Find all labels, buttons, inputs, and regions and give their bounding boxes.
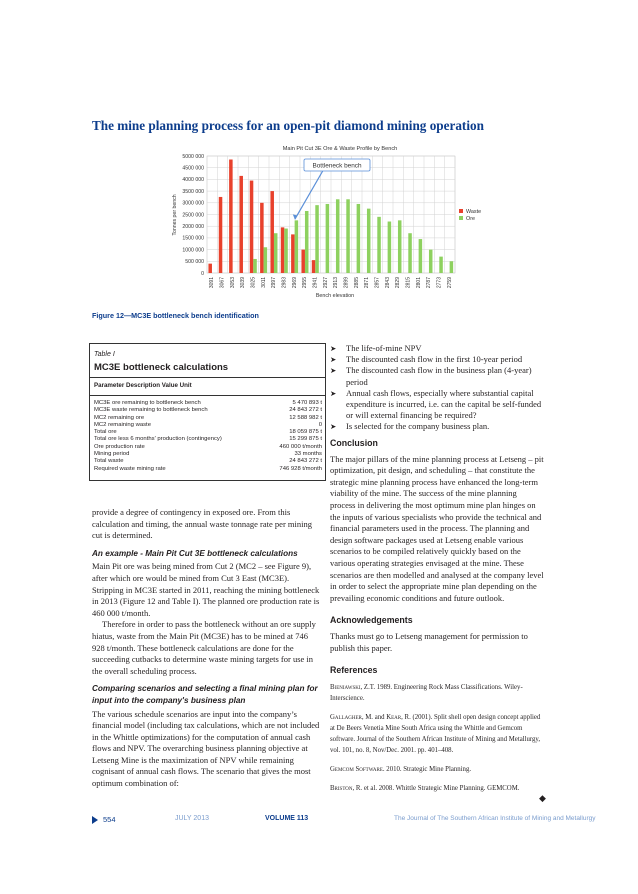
bar-waste — [239, 176, 243, 273]
x-tick-label: 2927 — [322, 277, 329, 289]
bar-waste — [301, 250, 305, 273]
figure-caption: Figure 12—MC3E bottleneck bench identification — [92, 311, 259, 320]
x-tick-label: 2815 — [405, 277, 412, 289]
page-number: 554 — [103, 815, 116, 824]
y-tick-label: 0 — [201, 270, 204, 277]
list-item: ➤ The life-of-mine NPV — [330, 343, 422, 353]
bar-ore — [357, 204, 361, 273]
end-of-article-icon: ◆ — [539, 794, 546, 804]
list-item: ➤ The discounted cash flow in the business plan (4-year) period — [330, 365, 532, 387]
callout-label: Bottleneck bench — [312, 162, 362, 170]
bar-waste — [281, 227, 285, 273]
y-tick-label: 3500 000 — [182, 188, 204, 195]
x-tick-label: 2913 — [333, 277, 340, 289]
table-row — [94, 400, 322, 407]
y-tick-label: 4000 000 — [182, 177, 204, 184]
table-row — [94, 458, 322, 465]
ore-waste-chart — [92, 140, 512, 308]
x-tick-label: 2969 — [291, 277, 298, 289]
paragraph: Main Pit ore was being mined from Cut 2 (MC2 – see Figure 9), after which ore would be mined from Cut 3 East (MC3E). Stripping in MC3E started in 2011, reaching the mining bottleneck in 2013 (Figure 12 and Table I). The planned ore production rate is 460 000 t/month. — [92, 561, 320, 618]
volume: VOLUME 113 — [265, 815, 309, 822]
bar-waste — [312, 260, 316, 273]
paragraph: Therefore in order to pass the bottleneck without an ore supply hiatus, waste from the Main Pit (MC3E) has to be mined at 746 928 t/month. These bottleneck calculations are done for the succeeding cutbacks to determine waste mining targets for use in the overall scheduling process. — [92, 619, 316, 676]
x-tick-label: 2899 — [343, 277, 350, 289]
list-item: ➤ Is selected for the company business plan. — [330, 421, 490, 432]
y-tick-label: 5000 000 — [182, 153, 204, 160]
bar-waste — [250, 181, 254, 273]
x-tick-label: 2787 — [426, 277, 433, 289]
table-cell-param: Total ore — [94, 429, 117, 436]
bar-ore — [398, 220, 402, 273]
y-tick-label: 1500 000 — [182, 235, 204, 242]
table-body — [94, 400, 322, 473]
table-cell-param: MC3E waste remaining to bottleneck bench — [94, 407, 208, 414]
x-tick-label: 3091 — [209, 277, 216, 289]
reference-item: Gemcom Software. 2010. Strategic Mine Planning. — [330, 765, 472, 773]
paragraph: The major pillars of the mine planning process at Letseng – pit optimization, pit design, and scheduling – that constitute the strategic mine planning process have enhanced the long-term viability of the mine. The success of the mine planning process in delivering the most optimum mine plan hinges on the inputs of various specialists who provide the technical and financial parameters used in the process. The planning and design software packages used at Letseng enable various scenarios to be compiled relatively quickly based on the various operating strategies envisaged at the mine. These scenarios are then modelled and analysed at the company level in order to select the appropriate mine plan depending on the prevailing economic conditions and future outlook. — [330, 453, 544, 603]
x-tick-label: 2997 — [271, 277, 278, 289]
legend-label: Ore — [466, 216, 475, 222]
section-heading: Acknowledgements — [330, 615, 413, 626]
bar-waste — [260, 203, 264, 273]
reference-item: Gallagher, M. and Kear, R. (2001). Split shell open design concept applied at De Beers Venetia Mine South Africa using the Whittle and Gemcom software. Journal of the Southern African Institute of Mining and Metallurgy, vol. 101, no. 8, Nov/Dec. 2001. pp. 401–408. — [330, 713, 541, 754]
legend-label: Waste — [466, 209, 482, 215]
arrow-bullet-icon: ➤ — [330, 388, 337, 398]
arrow-bullet-icon: ➤ — [330, 355, 337, 365]
list-item: ➤ Annual cash flows, especially where substantial capital expenditure is incurred, i.e. can the capital be self-funded or will external financing be required? — [330, 387, 542, 421]
x-tick-label: 2983 — [281, 277, 288, 289]
table-cell-param: MC2 remaining waste — [94, 421, 151, 428]
table-cell-param: Required waste mining rate — [94, 465, 166, 472]
criteria-list — [330, 343, 544, 433]
issue-date: JULY 2013 — [175, 815, 209, 822]
right-column — [330, 438, 544, 794]
bar-waste — [229, 160, 233, 273]
y-tick-label: 2000 000 — [182, 224, 204, 230]
table-row — [94, 444, 322, 451]
table-cell-param: Total waste — [94, 458, 124, 465]
table-row — [94, 466, 322, 473]
table-cell-param: Total ore less 6 months' production (contingency) — [94, 436, 222, 443]
chart-x-ticks — [209, 277, 453, 288]
table-cell-value: 15 299 875 t — [289, 436, 322, 443]
table-cell-value: 12 588 982 t — [289, 414, 322, 421]
table-header: Parameter Description Value Unit — [94, 382, 192, 389]
table-row — [94, 407, 322, 414]
x-tick-label: 3025 — [250, 277, 257, 289]
table-row — [94, 436, 322, 443]
section-heading: Conclusion — [330, 438, 378, 448]
chart-x-label: Bench elevation — [315, 293, 355, 299]
bar-ore — [439, 257, 443, 273]
subheading: Comparing scenarios and selecting a final mining plan for input into the company's business plan — [92, 684, 318, 705]
chart-y-ticks — [182, 154, 204, 277]
bar-ore — [419, 239, 423, 273]
paragraph: Thanks must go to Letseng management for permission to publish this paper. — [330, 630, 528, 653]
x-tick-label: 2857 — [374, 277, 381, 289]
chart-y-label: Tonnes per bench — [172, 194, 178, 236]
bar-ore — [326, 204, 330, 273]
chart-legend — [459, 209, 481, 222]
table-cell-param: Mining period — [94, 451, 130, 458]
y-tick-label: 2500 000 — [182, 212, 204, 219]
reference-item: Briston, R. et al. 2008. Whittle Strategic Mine Planning. GEMCOM. — [330, 784, 520, 792]
chart-title: Main Pit Cut 3E Ore & Waste Profile by Bench — [282, 146, 398, 152]
table-cell-value: 24 843 272 t — [289, 458, 322, 465]
paragraph: provide a degree of contingency in exposed ore. From this calculation and timing, the annual waste tonnage rate per mining cut is determined. — [92, 507, 312, 541]
bar-waste — [291, 234, 295, 273]
table-title: MC3E bottleneck calculations — [94, 362, 229, 373]
x-tick-label: 2801 — [415, 277, 422, 289]
x-tick-label: 2955 — [302, 277, 309, 289]
table-cell-value: 5 470 893 t — [292, 400, 322, 406]
bar-ore — [429, 250, 433, 273]
bar-ore — [450, 261, 454, 273]
bar-ore — [315, 205, 319, 273]
arrow-bullet-icon: ➤ — [330, 422, 337, 432]
y-tick-label: 500 000 — [185, 259, 204, 266]
table-row — [94, 429, 322, 436]
y-tick-label: 1000 000 — [182, 247, 204, 254]
table-cell-param: MC2 remaining ore — [94, 414, 145, 421]
table-cell-value: 24 843 272 t — [289, 407, 322, 414]
table-cell-value: 0 — [318, 421, 322, 428]
legend-swatch — [459, 209, 463, 213]
bar-ore — [253, 259, 257, 273]
bar-waste — [270, 191, 274, 273]
x-tick-label: 2773 — [436, 277, 443, 289]
table-cell-param: MC3E ore remaining to bottleneck bench — [94, 400, 201, 406]
y-tick-label: 3000 000 — [182, 200, 204, 207]
list-item: ➤ The discounted cash flow in the first 10-year period — [330, 354, 523, 365]
x-tick-label: 2759 — [446, 277, 453, 289]
left-column — [92, 507, 322, 790]
legend-swatch — [459, 216, 463, 220]
bar-ore — [305, 211, 309, 273]
x-tick-label: 2885 — [353, 277, 360, 289]
arrow-bullet-icon: ➤ — [330, 366, 337, 376]
table-row — [94, 415, 322, 422]
x-tick-label: 3011 — [260, 277, 267, 288]
bar-ore — [408, 233, 412, 273]
table-cell-value: 460 000 t/month — [279, 443, 322, 450]
y-tick-label: 4500 000 — [182, 165, 204, 172]
x-tick-label: 3039 — [240, 277, 247, 289]
x-tick-label: 2871 — [364, 277, 371, 289]
bar-ore — [284, 229, 288, 273]
bar-ore — [295, 220, 299, 273]
paragraph: The various schedule scenarios are input into the company’s financial model (including tax calculations, which are not included in the Whittle optimizations) for the computation of annual cash flows and NPV. The overarching business planning objective at Letseng Mine is the maximization of NPV while remaining cognisant of annual cash flows. The scenario that gives the most optimum combination of: — [92, 708, 320, 789]
journal-name: The Journal of The Southern African Institute of Mining and Metallurgy — [394, 815, 596, 822]
table-divider — [89, 395, 326, 396]
table-cell-value: 33 months — [294, 451, 322, 458]
x-tick-label: 2941 — [312, 277, 319, 289]
reference-item: Bieniawski, Z.T. 1989. Engineering Rock Mass Classifications. Wiley-Interscience. — [330, 683, 523, 702]
page-marker-icon — [92, 816, 98, 824]
bar-ore — [367, 209, 371, 273]
table-label: Table I — [94, 351, 115, 358]
chart-grid — [207, 156, 455, 273]
subheading: An example - Main Pit Cut 3E bottleneck calculations — [92, 548, 298, 558]
table-row — [94, 451, 322, 458]
table-row — [94, 422, 322, 429]
x-tick-label: 3053 — [229, 277, 236, 289]
bar-waste — [219, 197, 223, 273]
table-divider — [89, 377, 326, 378]
bar-ore — [274, 233, 278, 273]
x-tick-label: 2829 — [395, 277, 402, 289]
bar-ore — [346, 199, 350, 273]
bar-ore — [336, 199, 340, 273]
article-title: The mine planning process for an open-pit diamond mining operation — [92, 118, 484, 133]
bar-ore — [388, 222, 392, 273]
section-heading: References — [330, 665, 378, 676]
table-cell-value: 746 928 t/month — [279, 465, 322, 472]
x-tick-label: 2843 — [384, 277, 391, 289]
bar-ore — [377, 217, 381, 273]
x-tick-label: 3067 — [219, 277, 226, 289]
arrow-bullet-icon: ➤ — [330, 344, 337, 353]
table-cell-param: Ore production rate — [94, 443, 145, 450]
bar-waste — [208, 264, 212, 273]
table-cell-value: 18 059 875 t — [289, 429, 322, 436]
bar-ore — [264, 247, 268, 273]
